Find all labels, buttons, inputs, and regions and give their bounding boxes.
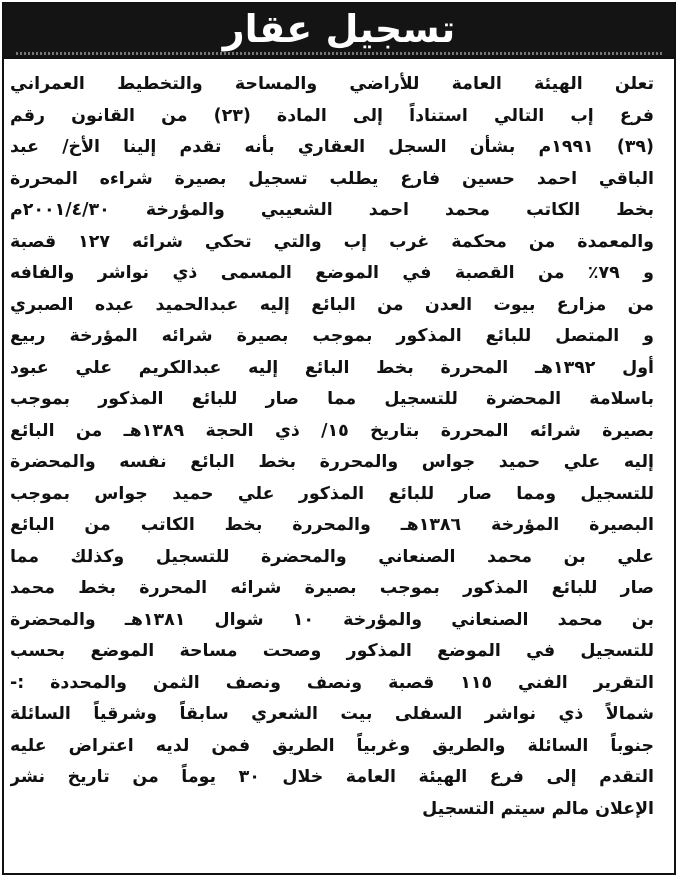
body-line: التقدم إلى فرع الهيئة العامة خلال ٣٠ يوماً من تاريخ نشر (10, 767, 654, 787)
body-line: شمالاً ذي نواشر السفلى بيت الشعري سابقاً وشرقياً السائلة (10, 704, 654, 724)
body-line: باسلامة المحضرة للتسجيل مما صار للبائع المذكور بموجب (10, 389, 654, 409)
body-line: إليه علي حميد جواس والمحررة بخط البائع نفسه والمحضرة (10, 452, 654, 472)
body-line: بن محمد الصنعاني والمؤرخة ١٠ شوال ١٣٨١هـ والمحضرة (10, 609, 654, 630)
body-line: والمعمدة من محكمة غرب إب والتي تحكي شرائه ١٢٧ قصبة (10, 231, 654, 252)
body-line: للتسجيل في الموضع المذكور وصحت مساحة الموضع بحسب (10, 641, 654, 661)
body-line: بصيرة شرائه المحررة بتاريخ ١٥/ ذي الحجة ١٣٨٩هـ من البائع (10, 420, 654, 441)
body-line: أول ١٣٩٢هـ المحررة بخط البائع إليه عبدالكريم علي عبود (10, 357, 654, 378)
body-line: البصيرة المؤرخة ١٣٨٦هـ والمحررة بخط الكاتب من البائع (10, 515, 654, 535)
body-line: جنوباً السائلة والطريق وغربياً الطريق فمن لديه اعتراض عليه (10, 735, 654, 756)
notice-body (10, 69, 654, 825)
body-line: و ٧٩٪ من القصبة في الموضع المسمى ذي نواشر والفافه (10, 263, 654, 283)
body-line: تعلن الهيئة العامة للأراضي والمساحة والتخطيط العمراني (10, 74, 654, 94)
body-line: فرع إب التالي استناداً إلى المادة (٢٣) من القانون رقم (10, 105, 654, 126)
body-line: و المتصل للبائع المذكور بموجب بصيرة شرائه المؤرخة ربيع (10, 326, 654, 346)
body-line: صار للبائع المذكور بموجب بصيرة شرائه المحررة بخط محمد (10, 578, 654, 598)
body-line: للتسجيل ومما صار للبائع المذكور علي حميد جواس بموجب (10, 483, 654, 504)
body-line: من مزارع بيوت العدن من البائع إليه عبدالحميد عبده الصبري (10, 294, 654, 315)
notice-title: تسجيل عقار (222, 7, 456, 51)
notice-box (2, 2, 676, 875)
body-line: (٣٩) ١٩٩١م بشأن السجل العقاري بأنه تقدم إلينا الأخ/ عبد (10, 137, 654, 157)
body-line: بخط الكاتب محمد احمد الشعيبي والمؤرخة ٢٠٠١/٤/٣٠م (10, 200, 654, 220)
title-banner (4, 4, 674, 59)
body-line: التقرير الفني ١١٥ قصبة ونصف ونصف الثمن والمحددة :- (10, 672, 654, 693)
body-line: علي بن محمد الصنعاني والمحضرة للتسجيل وكذلك مما (10, 546, 654, 567)
body-line: الإعلان مالم سيتم التسجيل (422, 798, 654, 819)
body-line: الباقي احمد حسين فارع يطلب تسجيل بصيرة شراءه المحررة (10, 168, 654, 189)
